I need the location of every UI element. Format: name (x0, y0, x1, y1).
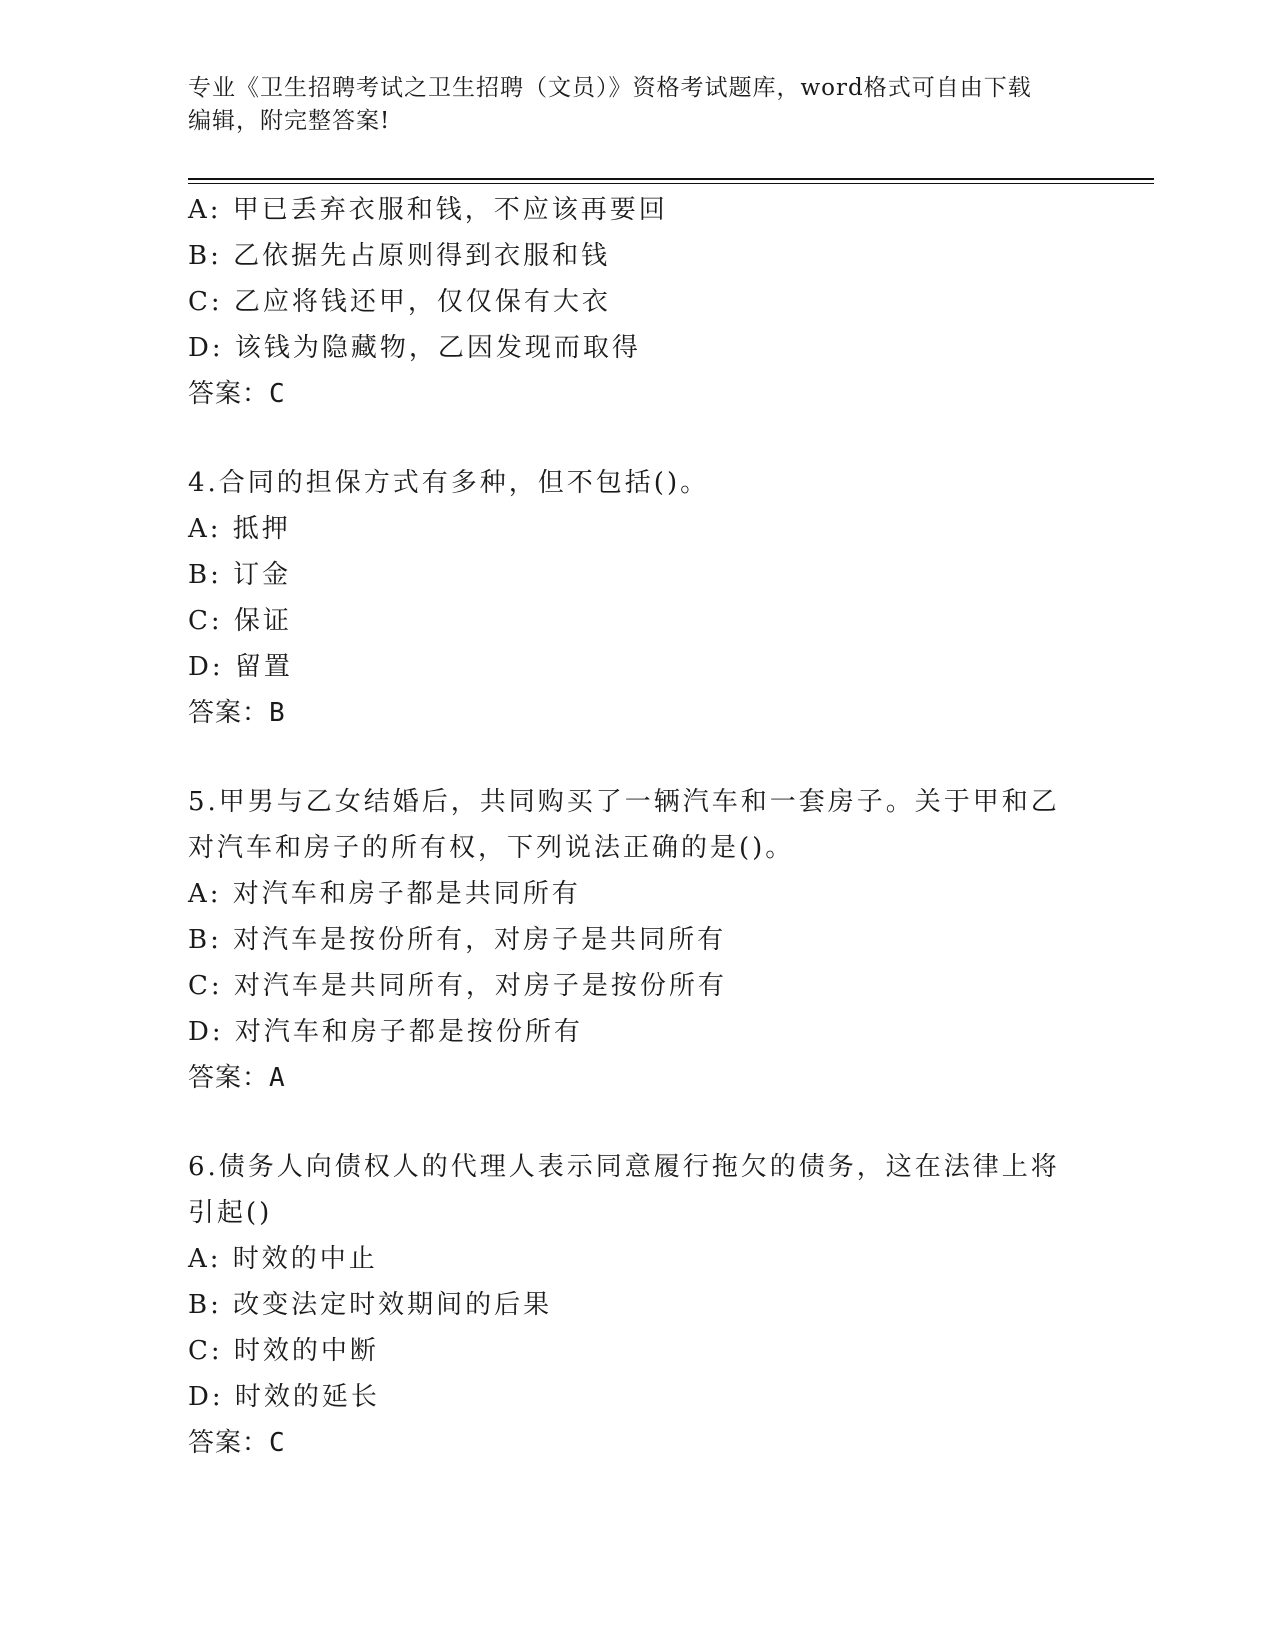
header-divider-thick (188, 178, 1154, 180)
option-c: C: 保证 (188, 606, 292, 636)
answer-line (188, 690, 1088, 736)
header-line-1: 专业《卫生招聘考试之卫生招聘（文员）》资格考试题库，word格式可自由下载 (188, 75, 1032, 101)
answer-value: C (269, 1428, 286, 1458)
option-c: C: 时效的中断 (188, 1336, 379, 1366)
question-list (188, 187, 1088, 1466)
option-d: D: 对汽车和房子都是按份所有 (188, 1017, 583, 1047)
question-stem-line-1: 5.甲男与乙女结婚后，共同购买了一辆汽车和一套房子。关于甲和乙 (188, 787, 1060, 817)
question-stem-line-2: 对汽车和房子的所有权，下列说法正确的是()。 (188, 833, 795, 863)
option-c: C: 对汽车是共同所有，对房子是按份所有 (188, 971, 727, 1001)
option-b: B: 订金 (188, 560, 292, 590)
header-divider-thin (188, 183, 1154, 184)
question-stem: 4.合同的担保方式有多种，但不包括()。 (188, 468, 710, 498)
option-b: B: 乙依据先占原则得到衣服和钱 (188, 241, 611, 271)
option-d: D: 该钱为隐藏物，乙因发现而取得 (188, 333, 641, 363)
option-b: B: 改变法定时效期间的后果 (188, 1290, 553, 1320)
question-4 (188, 460, 1088, 736)
answer-value: C (269, 379, 286, 409)
option-a: A: 时效的中止 (188, 1244, 378, 1274)
option-a: A: 对汽车和房子都是共同所有 (188, 879, 581, 909)
option-c: C: 乙应将钱还甲，仅仅保有大衣 (188, 287, 611, 317)
question-3 (188, 187, 1088, 417)
header-line-2: 编辑，附完整答案! (188, 108, 391, 134)
answer-value: A (269, 1063, 286, 1093)
answer-label: 答案： (188, 698, 270, 728)
answer-line (188, 1420, 1088, 1466)
option-a: A: 甲已丢弃衣服和钱，不应该再要回 (188, 195, 668, 225)
answer-label: 答案： (188, 379, 270, 409)
question-5 (188, 779, 1088, 1101)
option-b: B: 对汽车是按份所有，对房子是共同所有 (188, 925, 727, 955)
answer-line (188, 371, 1088, 417)
question-stem-line-2: 引起() (188, 1198, 273, 1228)
option-d: D: 留置 (188, 652, 293, 682)
answer-value: B (269, 698, 286, 728)
answer-line (188, 1055, 1088, 1101)
document-header (188, 72, 1088, 138)
answer-label: 答案： (188, 1428, 270, 1458)
question-6 (188, 1144, 1088, 1466)
option-a: A: 抵押 (188, 514, 291, 544)
answer-label: 答案： (188, 1063, 270, 1093)
question-stem-line-1: 6.债务人向债权人的代理人表示同意履行拖欠的债务，这在法律上将 (188, 1152, 1060, 1182)
option-d: D: 时效的延长 (188, 1382, 380, 1412)
